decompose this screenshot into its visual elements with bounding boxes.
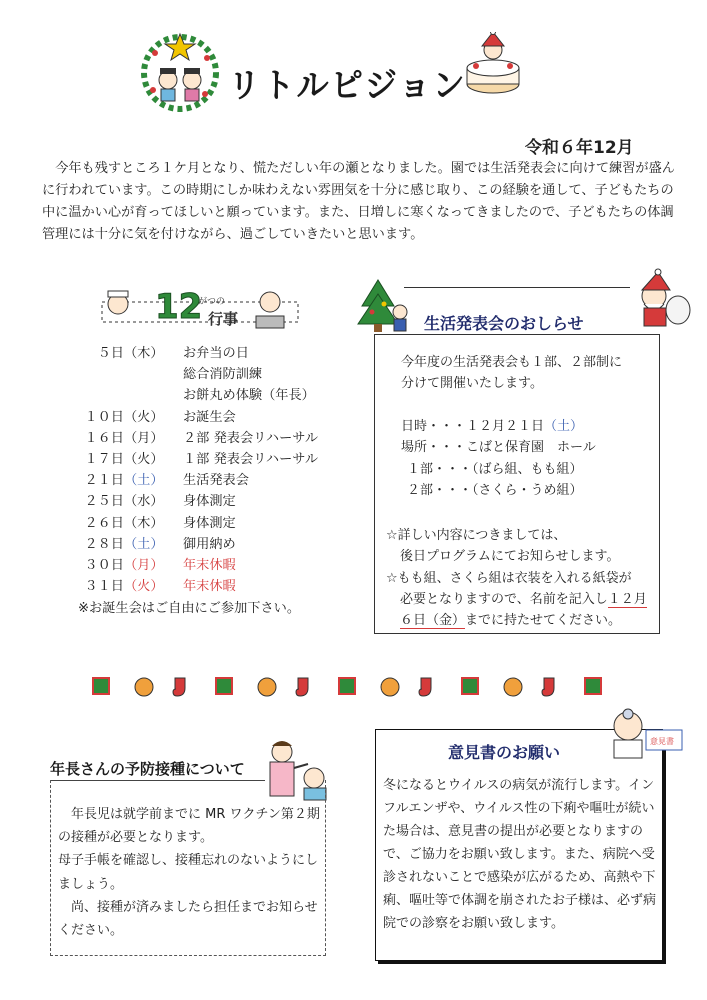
newsletter-title: リトルピジョン (228, 66, 467, 106)
event-weekday: （木） (124, 515, 164, 531)
wreath-illustration (135, 28, 225, 118)
event-weekday: （火） (124, 409, 164, 425)
recital-note2-line1: ☆もも組、さくら組は衣装を入れる紙袋が (386, 570, 632, 586)
vaccine-text (58, 803, 323, 942)
event-day: ３０日 (84, 558, 124, 574)
event-text: 年末休暇 (183, 558, 236, 574)
recital-details (401, 416, 596, 501)
doctor-note-title: 意見書のお願い (448, 743, 561, 762)
event-day: ２５日 (84, 494, 124, 510)
event-item (78, 364, 318, 385)
events-list (78, 343, 318, 597)
event-text: 身体測定 (183, 494, 236, 510)
event-item (78, 555, 318, 576)
cat-face-icon (135, 678, 153, 696)
doctor-sign-text: 意見書 (650, 737, 674, 746)
events-note: ※お誕生会はご自由にご参加下さい。 (78, 601, 301, 616)
recital-part2: ２部・・・（さくら・うめ組） (407, 482, 583, 498)
event-weekday: （火） (124, 579, 164, 595)
recital-note1-line2: 後日プログラムにてお知らせします。 (400, 549, 620, 565)
gift-icon (216, 678, 232, 694)
recital-intro (401, 352, 622, 395)
santa-icon (630, 268, 692, 330)
event-item (78, 407, 318, 428)
event-text: １部 発表会リハーサル (183, 452, 319, 468)
christmas-cake-illustration (462, 32, 524, 98)
recital-deadline-month: １２月 (607, 591, 647, 607)
vaccine-paragraph-2: 母子手帳を確認し、接種忘れのないようにしましょう。 (58, 853, 319, 892)
event-item (78, 343, 318, 364)
event-text: 御用納め (183, 536, 236, 552)
stocking-icon (296, 678, 308, 696)
event-text: お餅丸め体験（年長） (183, 388, 315, 404)
stocking-icon (542, 678, 554, 696)
recital-note2-line3 (386, 610, 647, 631)
recital-deadline-day: ６日（金） (400, 613, 466, 629)
cat-face-icon (381, 678, 399, 696)
recital-date-dow: （土） (544, 419, 584, 434)
event-text: 年末休暇 (183, 579, 236, 595)
recital-note2-line2a: 必要となりますので、名前を記入し (400, 591, 608, 607)
gift-icon (93, 678, 109, 694)
event-text: お誕生会 (183, 409, 236, 425)
event-item (78, 428, 318, 449)
event-text: お弁当の日 (183, 346, 249, 361)
event-day: ２１日 (84, 473, 124, 489)
gift-icon (585, 678, 601, 694)
events-banner (100, 282, 300, 334)
gift-icon (462, 678, 478, 694)
vaccine-title: 年長さんの予防接種について (50, 760, 245, 778)
event-weekday: （土） (124, 536, 164, 552)
vaccine-paragraph-3: 尚、接種が済みましたら担任までお知らせください。 (58, 899, 318, 939)
event-day: １０日 (84, 409, 124, 425)
recital-note1-line1: ☆詳しい内容につきましては、 (386, 528, 567, 543)
event-text: 身体測定 (183, 515, 236, 531)
event-text: 生活発表会 (183, 473, 249, 489)
recital-header-line (404, 287, 630, 288)
recital-note2-line3b: までに持たせてください。 (465, 613, 622, 629)
child-mochi-icon (260, 292, 280, 312)
event-weekday: （土） (124, 473, 164, 489)
event-day: ２８日 (84, 536, 124, 552)
event-day: ３１日 (84, 579, 124, 595)
event-day: ５日 (97, 346, 124, 361)
christmas-garland (85, 672, 625, 702)
recital-title: 生活発表会のおしらせ (424, 314, 584, 333)
recital-place (401, 437, 596, 458)
recital-notes (386, 525, 647, 631)
recital-part1: １部・・・（ばら組、もも組） (407, 461, 583, 477)
event-text: 総合消防訓練 (183, 367, 263, 383)
event-item (78, 534, 318, 555)
recital-date-label: 日時・・・ (401, 419, 467, 434)
event-item (78, 449, 318, 470)
event-weekday: （水） (124, 494, 164, 510)
event-item (78, 470, 318, 491)
recital-place-value: こばと保育園 ホール (466, 440, 596, 456)
stocking-icon (173, 678, 185, 696)
recital-place-label: 場所・・・ (401, 440, 467, 456)
banner-word: 行事 (208, 310, 239, 328)
event-day: １７日 (84, 452, 124, 468)
stocking-icon (419, 678, 431, 696)
event-text: ２部 発表会リハーサル (183, 430, 319, 446)
doctor-icon (600, 700, 685, 760)
banner-small-text: がつの (198, 297, 226, 307)
recital-intro-line1: 今年度の生活発表会も１部、２部制に (401, 355, 623, 370)
cat-face-icon (258, 678, 276, 696)
issue-date: 令和６年12月 (525, 138, 634, 158)
event-item (78, 385, 318, 406)
vaccine-paragraph-1: 年長児は就学前までに MR ワクチン第２期の接種が必要となります。 (58, 807, 320, 846)
recital-date (401, 416, 596, 437)
banner-number: 12 (155, 287, 203, 327)
event-weekday: （月） (124, 430, 164, 446)
event-item (78, 576, 318, 597)
event-item (78, 513, 318, 534)
recital-note2-line2 (386, 589, 647, 610)
event-day: １６日 (84, 430, 124, 446)
recital-date-value: １２月２１日 (466, 419, 545, 434)
doctor-note-text: 冬になるとウイルスの病気が流行します。インフルエンザや、ウイルス性の下痢や嘔吐が続いた場合は、意見書の提出が必要となりますので、ご協力をお願い致します。また、病院へ受診されないことで感染が広がるため、高熱や下痢、嘔吐等で体調を崩されたお子様は、必ず病院での診察をお願い致します。 (383, 778, 657, 931)
event-weekday: （木） (124, 346, 164, 361)
cat-face-icon (504, 678, 522, 696)
event-item (78, 491, 318, 512)
gift-icon (339, 678, 355, 694)
recital-intro-line2: 分けて開催いたします。 (401, 376, 543, 392)
event-day: ２６日 (84, 515, 124, 531)
event-weekday: （火） (124, 452, 164, 468)
christmas-tree-icon (350, 276, 415, 334)
intro-paragraph: 今年も残すところ１ケ月となり、慌ただしい年の瀬となりました。園では生活発表会に向けて練習が盛んに行われています。この時期にしか味わえない雰囲気を十分に感じ取り、この経験を通して、子どもたちの中に温かい心が育ってほしいと願っています。また、日増しに寒くなってきましたので、子どもたちの体調管理には十分に気を付けながら、過ごしていきたいと思います。 (42, 161, 675, 242)
event-weekday: （月） (124, 558, 164, 574)
